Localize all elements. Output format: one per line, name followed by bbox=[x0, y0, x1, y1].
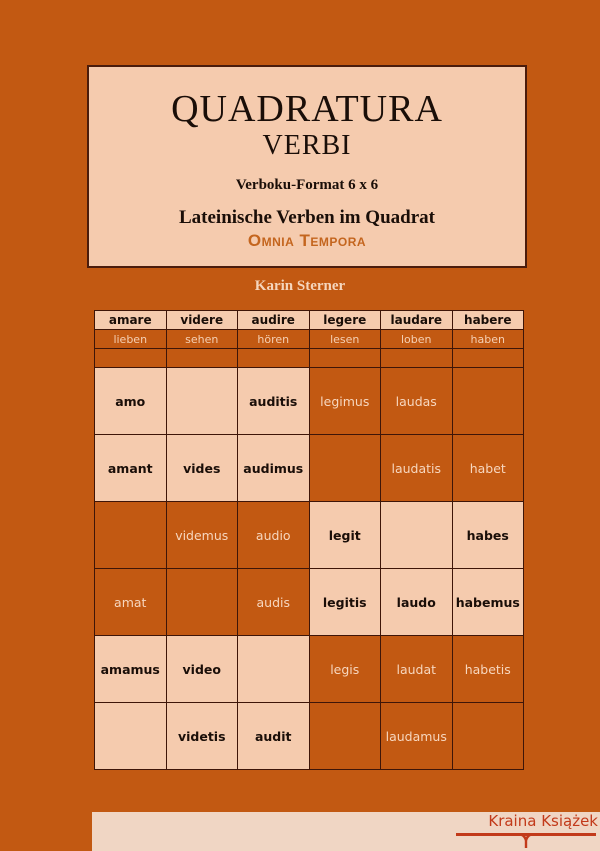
grid-cell bbox=[452, 368, 524, 435]
grid-cell: habemus bbox=[452, 569, 524, 636]
grid-cell: audimus bbox=[238, 435, 310, 502]
translation-cell: hören bbox=[238, 330, 310, 349]
grid-row bbox=[95, 636, 524, 703]
translation-cell: sehen bbox=[166, 330, 238, 349]
header-cell: amare bbox=[95, 311, 167, 330]
spacer-cell bbox=[381, 349, 453, 368]
grid-cell bbox=[452, 703, 524, 770]
title-box bbox=[87, 65, 527, 268]
grid-cell: vides bbox=[166, 435, 238, 502]
grid-cell: legis bbox=[309, 636, 381, 703]
spacer-row bbox=[95, 349, 524, 368]
publisher-banner bbox=[92, 812, 600, 851]
grid-cell: laudamus bbox=[381, 703, 453, 770]
spacer-cell bbox=[309, 349, 381, 368]
author-name: Karin Sterner bbox=[254, 278, 346, 294]
grid-cell: auditis bbox=[238, 368, 310, 435]
grid-cell bbox=[309, 703, 381, 770]
translation-row bbox=[95, 330, 524, 349]
grid-cell bbox=[95, 703, 167, 770]
grid-row bbox=[95, 502, 524, 569]
grid-cell: videtis bbox=[166, 703, 238, 770]
header-cell: audire bbox=[238, 311, 310, 330]
format-line: Verboku-Format 6 x 6 bbox=[235, 177, 379, 193]
header-cell: legere bbox=[309, 311, 381, 330]
book-title-sub: VERBI bbox=[262, 130, 352, 161]
grid-cell: habet bbox=[452, 435, 524, 502]
translation-cell: loben bbox=[381, 330, 453, 349]
grid-cell bbox=[95, 502, 167, 569]
spacer-cell bbox=[166, 349, 238, 368]
grid-cell bbox=[238, 636, 310, 703]
grid-cell: audit bbox=[238, 703, 310, 770]
grid-cell: legit bbox=[309, 502, 381, 569]
grid-cell: habetis bbox=[452, 636, 524, 703]
translation-cell: lesen bbox=[309, 330, 381, 349]
grid-cell: legimus bbox=[309, 368, 381, 435]
grid-row bbox=[95, 703, 524, 770]
grid-cell bbox=[381, 502, 453, 569]
header-row bbox=[95, 311, 524, 330]
grid-row bbox=[95, 368, 524, 435]
grid-cell: laudat bbox=[381, 636, 453, 703]
grid-cell: video bbox=[166, 636, 238, 703]
spacer-cell bbox=[452, 349, 524, 368]
tagline: Omnia Tempora bbox=[247, 231, 367, 250]
grid-cell: videmus bbox=[166, 502, 238, 569]
spacer-cell bbox=[238, 349, 310, 368]
grid-cell bbox=[166, 368, 238, 435]
grid-cell bbox=[309, 435, 381, 502]
grid-cell: audio bbox=[238, 502, 310, 569]
grid-cell: legitis bbox=[309, 569, 381, 636]
grid-row bbox=[95, 569, 524, 636]
grid-cell: laudas bbox=[381, 368, 453, 435]
publisher-name: Kraina Książek bbox=[488, 812, 598, 830]
grid-body bbox=[95, 368, 524, 770]
open-book-icon bbox=[518, 834, 534, 848]
translation-cell: lieben bbox=[95, 330, 167, 349]
verb-grid bbox=[94, 310, 524, 770]
grid-cell: amat bbox=[95, 569, 167, 636]
grid-cell: amant bbox=[95, 435, 167, 502]
grid-cell bbox=[166, 569, 238, 636]
header-cell: habere bbox=[452, 311, 524, 330]
grid-cell: laudatis bbox=[381, 435, 453, 502]
header-cell: videre bbox=[166, 311, 238, 330]
spacer-cell bbox=[95, 349, 167, 368]
grid-cell: laudo bbox=[381, 569, 453, 636]
book-title: QUADRATURA bbox=[171, 88, 443, 130]
header-cell: laudare bbox=[381, 311, 453, 330]
translation-cell: haben bbox=[452, 330, 524, 349]
grid-cell: amo bbox=[95, 368, 167, 435]
subtitle: Lateinische Verben im Quadrat bbox=[179, 207, 435, 228]
grid-cell: amamus bbox=[95, 636, 167, 703]
grid-cell: audis bbox=[238, 569, 310, 636]
grid-cell: habes bbox=[452, 502, 524, 569]
grid-row bbox=[95, 435, 524, 502]
